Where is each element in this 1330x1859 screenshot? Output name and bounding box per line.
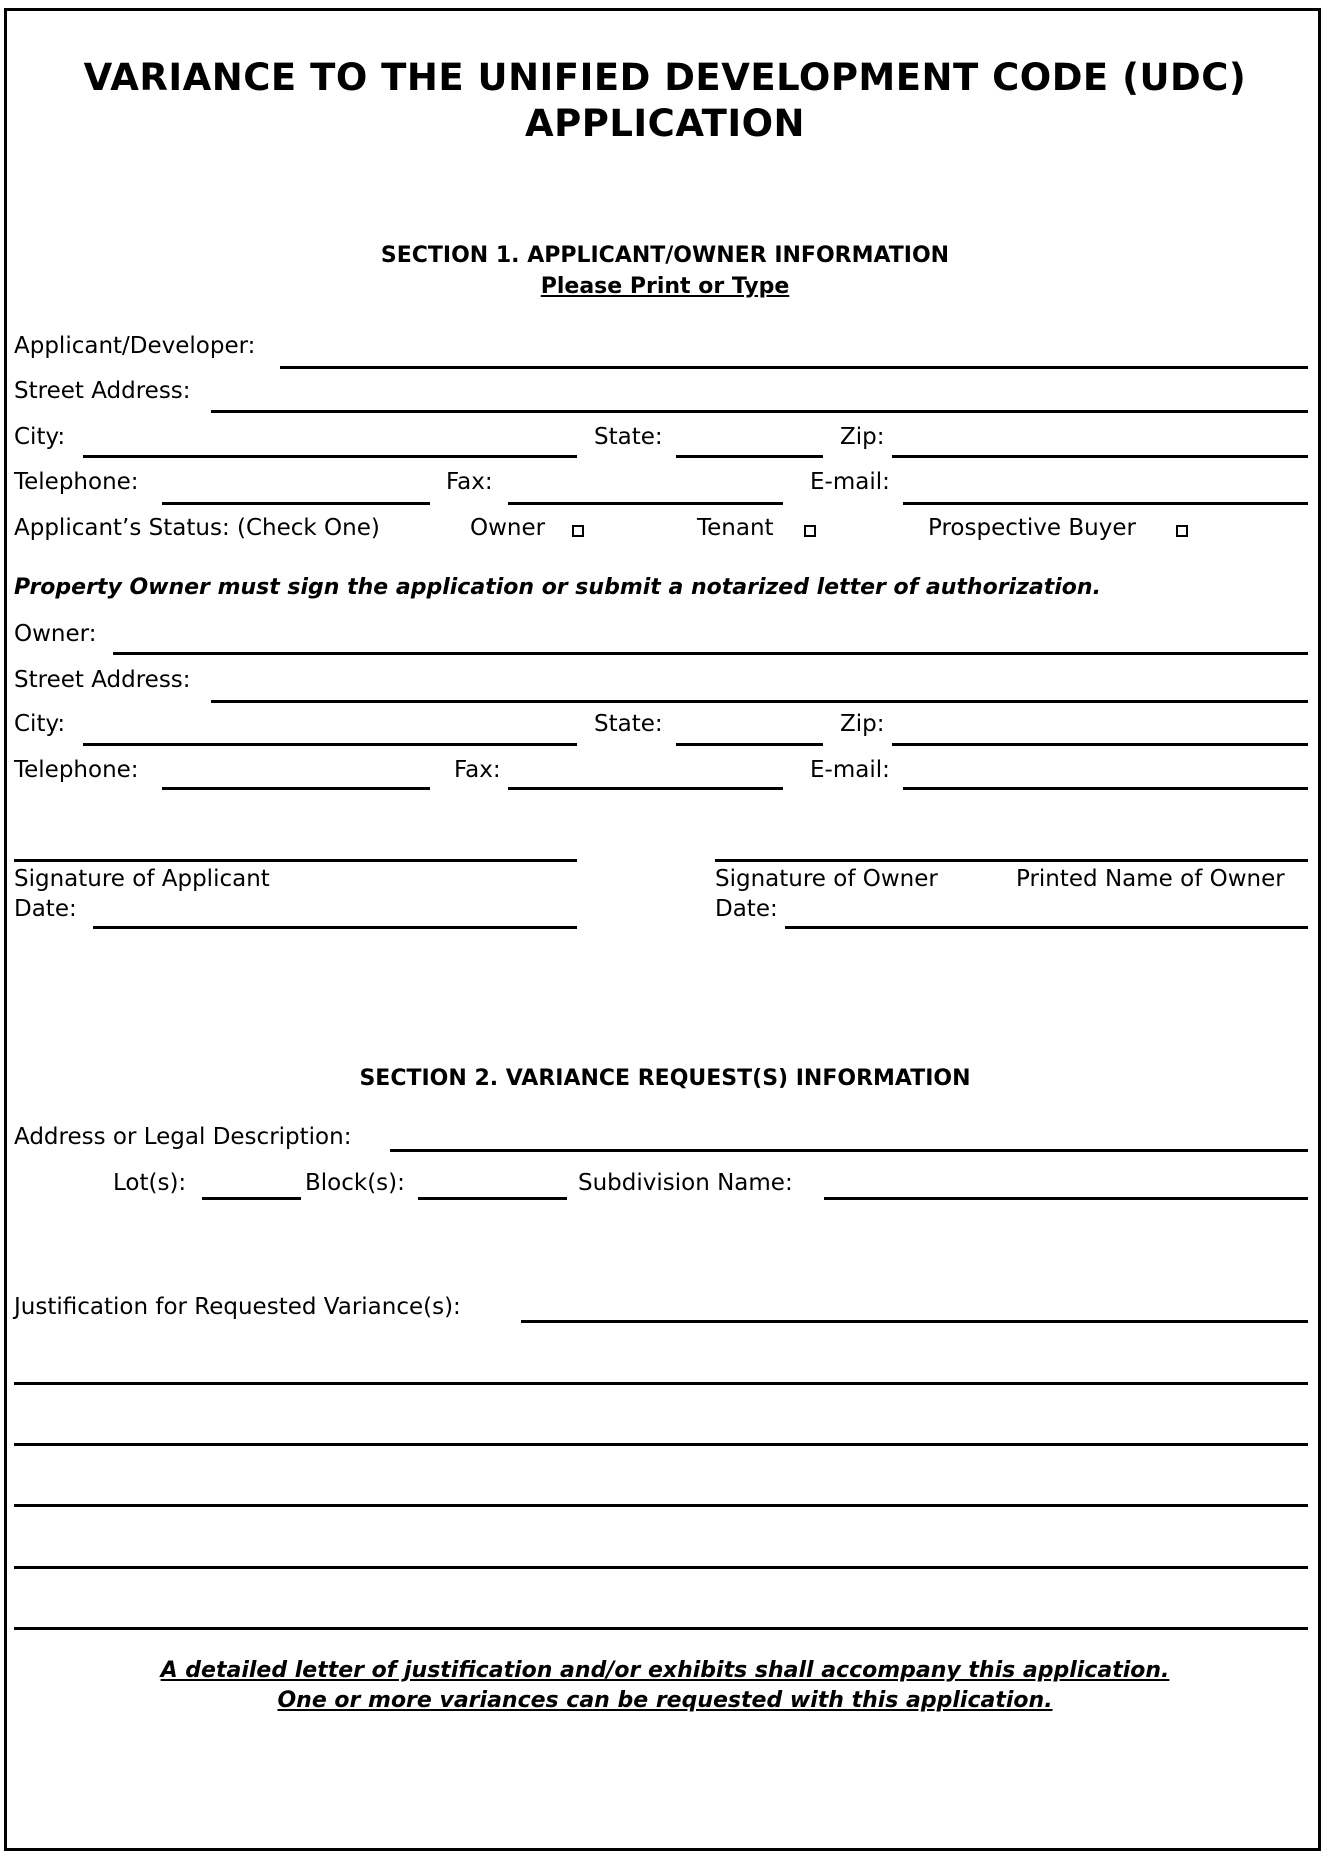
applicant-telephone-label: Telephone: (14, 469, 139, 495)
applicant-fax-field[interactable] (508, 502, 783, 505)
applicant-state-label: State: (594, 424, 663, 450)
owner-telephone-label: Telephone: (14, 757, 139, 783)
owner-fax-label: Fax: (454, 757, 501, 783)
print-or-type-instruction: Please Print or Type (540, 274, 790, 299)
justification-field-line-4[interactable] (14, 1504, 1308, 1507)
owner-date-field[interactable] (785, 926, 1308, 929)
justification-field-line-6[interactable] (14, 1627, 1308, 1630)
status-option-prospective-buyer-label: Prospective Buyer (928, 515, 1136, 541)
owner-zip-label: Zip: (840, 711, 885, 737)
justification-field-line-2[interactable] (14, 1382, 1308, 1385)
applicant-developer-field[interactable] (280, 366, 1308, 369)
owner-printed-name-label: Printed Name of Owner (1016, 866, 1285, 892)
address-legal-description-label: Address or Legal Description: (14, 1124, 352, 1150)
footer-note-line1 (0, 1658, 1330, 1683)
applicant-zip-field[interactable] (892, 455, 1308, 458)
multiple-variances-note: One or more variances can be requested with this application. (277, 1688, 1053, 1713)
owner-signature-label: Signature of Owner (715, 866, 938, 892)
owner-state-label: State: (594, 711, 663, 737)
owner-email-field[interactable] (903, 787, 1308, 790)
section1-subheading (0, 274, 1330, 299)
applicant-email-label: E-mail: (810, 469, 890, 495)
subdivision-name-label: Subdivision Name: (578, 1170, 793, 1196)
owner-zip-field[interactable] (892, 743, 1308, 746)
status-tenant-checkbox[interactable] (804, 525, 816, 537)
applicant-telephone-field[interactable] (162, 502, 430, 505)
status-option-tenant-label: Tenant (697, 515, 774, 541)
owner-city-label: City: (14, 711, 66, 737)
applicant-state-field[interactable] (676, 455, 823, 458)
owner-email-label: E-mail: (810, 757, 890, 783)
applicant-developer-label: Applicant/Developer: (14, 333, 256, 359)
lots-label: Lot(s): (113, 1170, 187, 1196)
owner-field[interactable] (113, 652, 1308, 655)
applicant-city-label: City: (14, 424, 66, 450)
applicant-city-field[interactable] (83, 455, 577, 458)
address-legal-description-field[interactable] (390, 1149, 1308, 1152)
section2-heading: SECTION 2. VARIANCE REQUEST(S) INFORMATION (359, 1066, 971, 1091)
blocks-field[interactable] (418, 1197, 567, 1200)
status-owner-checkbox[interactable] (572, 525, 584, 537)
applicant-signature-field[interactable] (14, 859, 577, 862)
justification-label: Justification for Requested Variance(s): (14, 1294, 461, 1320)
owner-date-label: Date: (715, 896, 778, 922)
justification-field-line-5[interactable] (14, 1566, 1308, 1569)
applicant-date-field[interactable] (93, 926, 577, 929)
owner-street-address-field[interactable] (211, 700, 1308, 703)
owner-fax-field[interactable] (508, 787, 783, 790)
justification-letter-note: A detailed letter of justification and/or exhibits shall accompany this application. (160, 1658, 1170, 1683)
footer-note-line2 (0, 1688, 1330, 1713)
section1-heading: SECTION 1. APPLICANT/OWNER INFORMATION (380, 243, 950, 268)
applicant-status-label: Applicant’s Status: (Check One) (14, 515, 380, 541)
applicant-date-label: Date: (14, 896, 77, 922)
owner-signature-field[interactable] (715, 859, 1308, 862)
justification-field-line-3[interactable] (14, 1443, 1308, 1446)
owner-city-field[interactable] (83, 743, 577, 746)
applicant-street-address-field[interactable] (211, 410, 1308, 413)
lots-field[interactable] (202, 1197, 301, 1200)
owner-label: Owner: (14, 621, 97, 647)
applicant-street-address-label: Street Address: (14, 378, 191, 404)
blocks-label: Block(s): (305, 1170, 405, 1196)
applicant-signature-label: Signature of Applicant (14, 866, 270, 892)
status-prospective-buyer-checkbox[interactable] (1176, 525, 1188, 537)
applicant-email-field[interactable] (903, 502, 1308, 505)
applicant-zip-label: Zip: (840, 424, 885, 450)
owner-street-address-label: Street Address: (14, 667, 191, 693)
owner-telephone-field[interactable] (162, 787, 430, 790)
owner-signature-notice: Property Owner must sign the application or submit a notarized letter of authorization. (14, 575, 1101, 600)
subdivision-name-field[interactable] (824, 1197, 1308, 1200)
owner-state-field[interactable] (676, 743, 823, 746)
form-title-line1: VARIANCE TO THE UNIFIED DEVELOPMENT CODE (UDC) (83, 56, 1247, 99)
form-title-line2: APPLICATION (524, 102, 806, 145)
status-option-owner-label: Owner (470, 515, 546, 541)
justification-field-line-1[interactable] (521, 1320, 1308, 1323)
applicant-fax-label: Fax: (446, 469, 493, 495)
